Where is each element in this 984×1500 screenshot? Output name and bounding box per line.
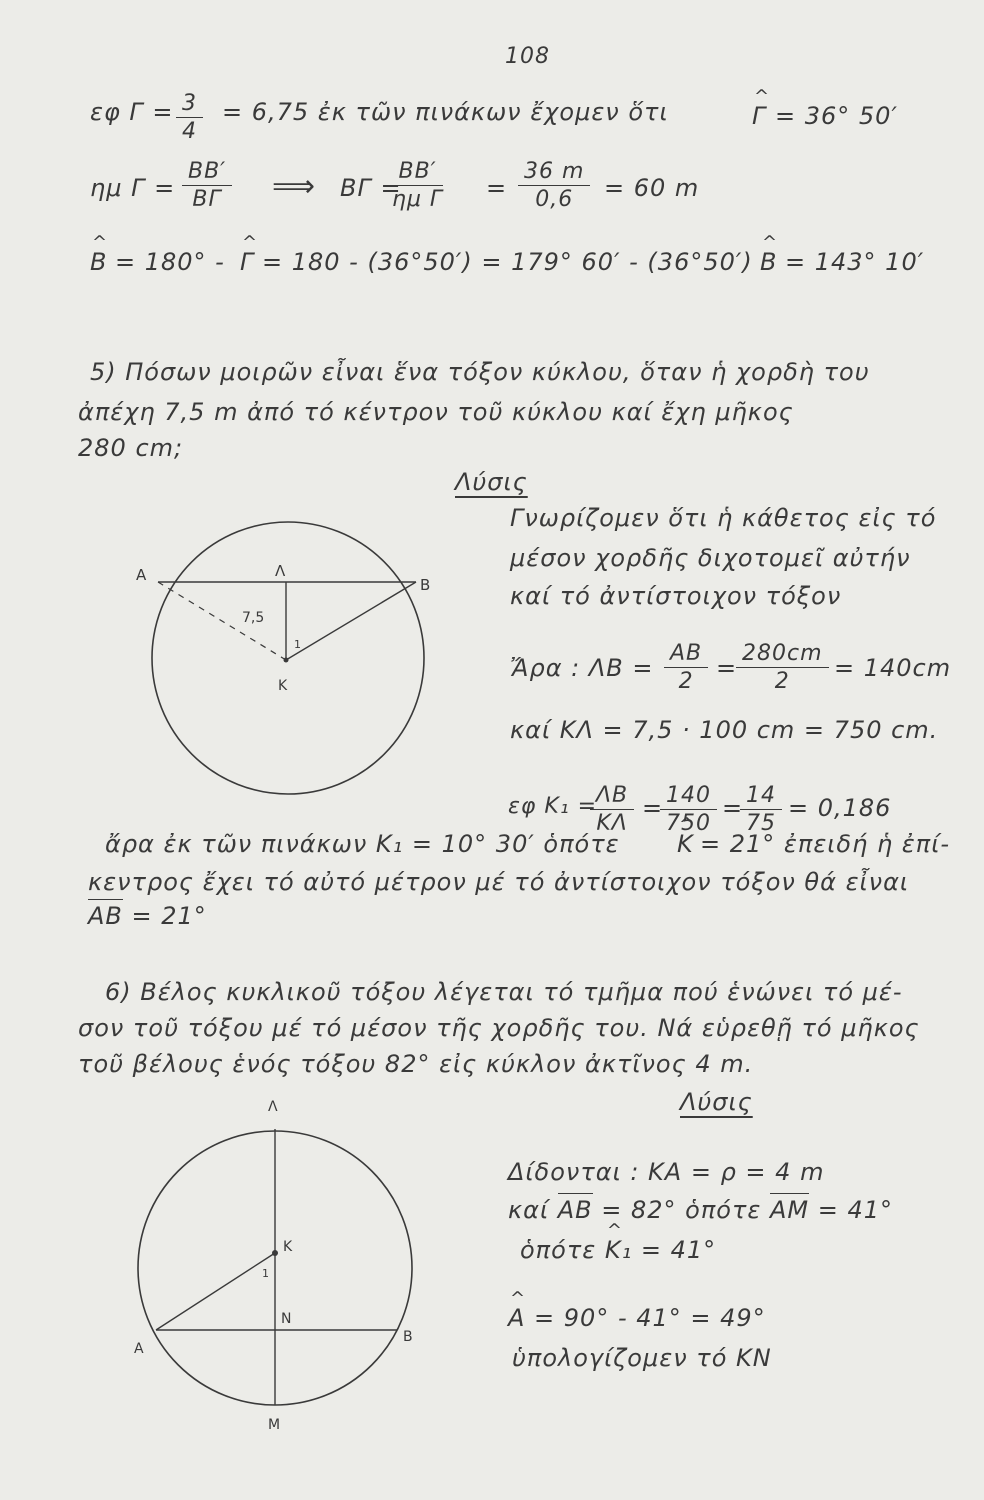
p6-label-one: 1 <box>262 1267 269 1280</box>
p6-label-a: Α <box>134 1341 144 1357</box>
p5-solution-title: Λύσις <box>455 468 528 496</box>
p5-arc-ab-value: = 21° <box>122 902 207 930</box>
p5-figure <box>130 498 450 818</box>
p5-segment-ka <box>158 582 286 660</box>
eq1-frac-num: 3 <box>176 92 203 118</box>
p5-eq2: = <box>642 794 664 822</box>
p5-para-1a: ἄρα ἐκ τῶν πινάκων Κ₁ = 10° 30′ ὁπότε <box>105 830 620 858</box>
p5-label-one: 1 <box>294 638 301 651</box>
eq3-result: = 143° 10′ <box>785 248 925 276</box>
p6-line4 <box>508 1306 766 1330</box>
p5-para-1-k: ^ Κ <box>677 832 694 856</box>
p6-arc-ab: ΑΒ <box>558 1193 593 1224</box>
p5-g2-num: 140 <box>660 784 717 810</box>
eq2-f3-den: 0,6 <box>535 187 574 213</box>
p5-f2-den: 2 <box>774 669 790 695</box>
eq1-fraction <box>176 92 203 143</box>
eq3-b2-angle <box>760 250 777 274</box>
eq2-f1-den: ΒΓ <box>192 187 222 213</box>
p5-f2-num: 280cm <box>736 642 829 668</box>
eq1-angle <box>752 104 766 128</box>
p6-label-k: Κ <box>283 1239 293 1255</box>
p5-label-a: Α <box>136 566 147 584</box>
p5-para-3 <box>88 904 207 928</box>
p5-g1-num: ΛΒ <box>590 784 634 810</box>
p6-angle-a: ^ Α <box>508 1306 525 1330</box>
eq2-f2-den: ημ Γ <box>392 187 444 213</box>
eq1-middle: = 6,75 ἐκ τῶν πινάκων ἔχομεν ὅτι <box>222 98 669 126</box>
p5-frac-ab2 <box>664 642 708 693</box>
eq2-fraction-2 <box>392 160 443 211</box>
eq1-angle-label: ^ Γ <box>752 104 766 128</box>
p6-label-l: Λ <box>268 1099 278 1115</box>
p5-g2-den: 750 <box>666 811 711 837</box>
p6-arc-am-value: = 41° <box>809 1196 894 1224</box>
p5-para-1c: = 21° ἐπειδή ἡ ἐπί- <box>700 830 950 858</box>
eq2-f1-num: ΒΒ′ <box>182 160 232 186</box>
eq3-b-angle <box>90 250 107 274</box>
p6-angle-a-value: = 90° - 41° = 49° <box>525 1304 766 1332</box>
eq2-result: = 60 m <box>604 174 700 202</box>
p5-statement-3: 280 cm; <box>78 434 184 462</box>
p6-statement-2: σον τοῦ τόξου μέ τό μέσον τῆς χορδῆς του. Νά εὑρεθῇ τό μῆκος <box>78 1014 920 1042</box>
p5-f1-den: 2 <box>678 669 694 695</box>
eq3-g-angle <box>240 250 254 274</box>
p6-arc-ab-value: = 82° ὁπότε <box>592 1196 771 1224</box>
p5-frac-14 <box>740 784 782 835</box>
p5-para-1-angle <box>677 832 694 856</box>
p5-result: = 140cm <box>834 654 952 682</box>
eq3-part2: = 180 - (36°50′) = 179° 60′ - (36°50′) <box>262 248 753 276</box>
p5-arc-ab: ΑΒ <box>88 899 123 930</box>
p6-angle-k-value: ₁ = 41° <box>621 1236 717 1264</box>
p6-statement-3: τοῦ βέλους ἑνός τόξου 82° εἰς κύκλον ἀκτῖνος 4 m. <box>78 1050 754 1078</box>
p5-g3-num: 14 <box>740 784 782 810</box>
eq3-b2-label: ^ Β <box>760 250 777 274</box>
p6-label-m: Μ <box>268 1417 281 1433</box>
p5-segment-kb <box>286 582 416 660</box>
p6-kai: καί <box>508 1196 558 1224</box>
p5-ef: εφ Κ₁ = <box>508 794 598 819</box>
p5-eq3: = <box>722 794 744 822</box>
eq2-f2-num: ΒΒ′ <box>393 160 443 186</box>
p5-solution-2: μέσον χορδῆς διχοτομεῖ αὐτήν <box>510 544 911 572</box>
eq2-left: ημ Γ = <box>90 174 176 202</box>
eq3-part1: = 180° - <box>115 248 225 276</box>
p5-label-seg: 7,5 <box>242 610 265 626</box>
eq3-g-label: ^ Γ <box>240 250 254 274</box>
p5-f1-num: ΑΒ <box>664 642 708 668</box>
p6-line2 <box>508 1198 893 1222</box>
implies-arrow: ⟹ <box>272 169 316 204</box>
p5-result2: = 0,186 <box>788 794 892 822</box>
p6-given: Δίδονται : ΚΑ = ρ = 4 m <box>508 1158 825 1186</box>
eq2-bg: ΒΓ = <box>340 174 402 202</box>
page-number: 108 <box>505 44 550 69</box>
p5-solution-3: καί τό ἀντίστοιχον τόξον <box>510 582 842 610</box>
p6-figure <box>125 1085 435 1445</box>
p6-opote: ὁπότε <box>520 1236 605 1264</box>
p6-compute: ὑπολογίζομεν τό ΚΝ <box>512 1344 772 1372</box>
eq2-f3-num: 36 m <box>518 160 590 186</box>
eq2-fraction-1 <box>182 160 232 211</box>
p6-arc-am: ΑΜ <box>770 1193 809 1224</box>
p5-g3-den: 75 <box>746 811 776 837</box>
p6-solution-title: Λύσις <box>680 1088 753 1116</box>
eq1-frac-den: 4 <box>182 119 197 145</box>
p6-label-b: Β <box>403 1329 413 1345</box>
p5-statement-2: ἀπέχη 7,5 m ἀπό τό κέντρον τοῦ κύκλου καί ἔχη μῆκος <box>78 398 794 426</box>
p5-frac-280 <box>736 642 829 693</box>
p6-statement-1: 6) Βέλος κυκλικοῦ τόξου λέγεται τό τμῆμα πού ἑνώνει τό μέ- <box>105 978 903 1006</box>
eq2-eq: = <box>486 174 508 202</box>
p6-label-n: Ν <box>281 1311 292 1327</box>
p6-angle-k: ^ Κ <box>605 1238 622 1262</box>
p5-para-2: κεντρος ἔχει τό αὐτό μέτρον μέ τό ἀντίστοιχον τόξον θά εἶναι <box>88 868 910 896</box>
p5-eq: = <box>716 654 738 682</box>
eq3-b-label: ^ Β <box>90 250 107 274</box>
p5-kl: καί ΚΛ = 7,5 · 100 cm = 750 cm. <box>510 716 939 744</box>
p5-solution-1: Γνωρίζομεν ὅτι ἡ κάθετος εἰς τό <box>510 504 937 532</box>
p5-label-b: Β <box>420 576 431 594</box>
eq1-left: εφ Γ = <box>90 98 174 126</box>
p6-center-dot <box>272 1250 278 1256</box>
p6-line3 <box>520 1238 716 1262</box>
p5-ara: Ἄρα : ΛΒ = <box>510 654 654 682</box>
p5-label-k: Κ <box>278 678 288 694</box>
p5-center-dot <box>284 658 289 663</box>
p5-frac-lb-kl <box>590 784 634 835</box>
p5-label-l: Λ <box>275 562 286 580</box>
p5-g1-den: ΚΛ <box>596 811 628 837</box>
eq1-right: = 36° 50′ <box>775 102 898 130</box>
p5-statement-1: 5) Πόσων μοιρῶν εἶναι ἕνα τόξον κύκλου, ὅταν ἡ χορδὴ του <box>90 358 870 386</box>
p6-segment-ka <box>156 1253 275 1330</box>
eq2-fraction-3 <box>518 160 590 211</box>
